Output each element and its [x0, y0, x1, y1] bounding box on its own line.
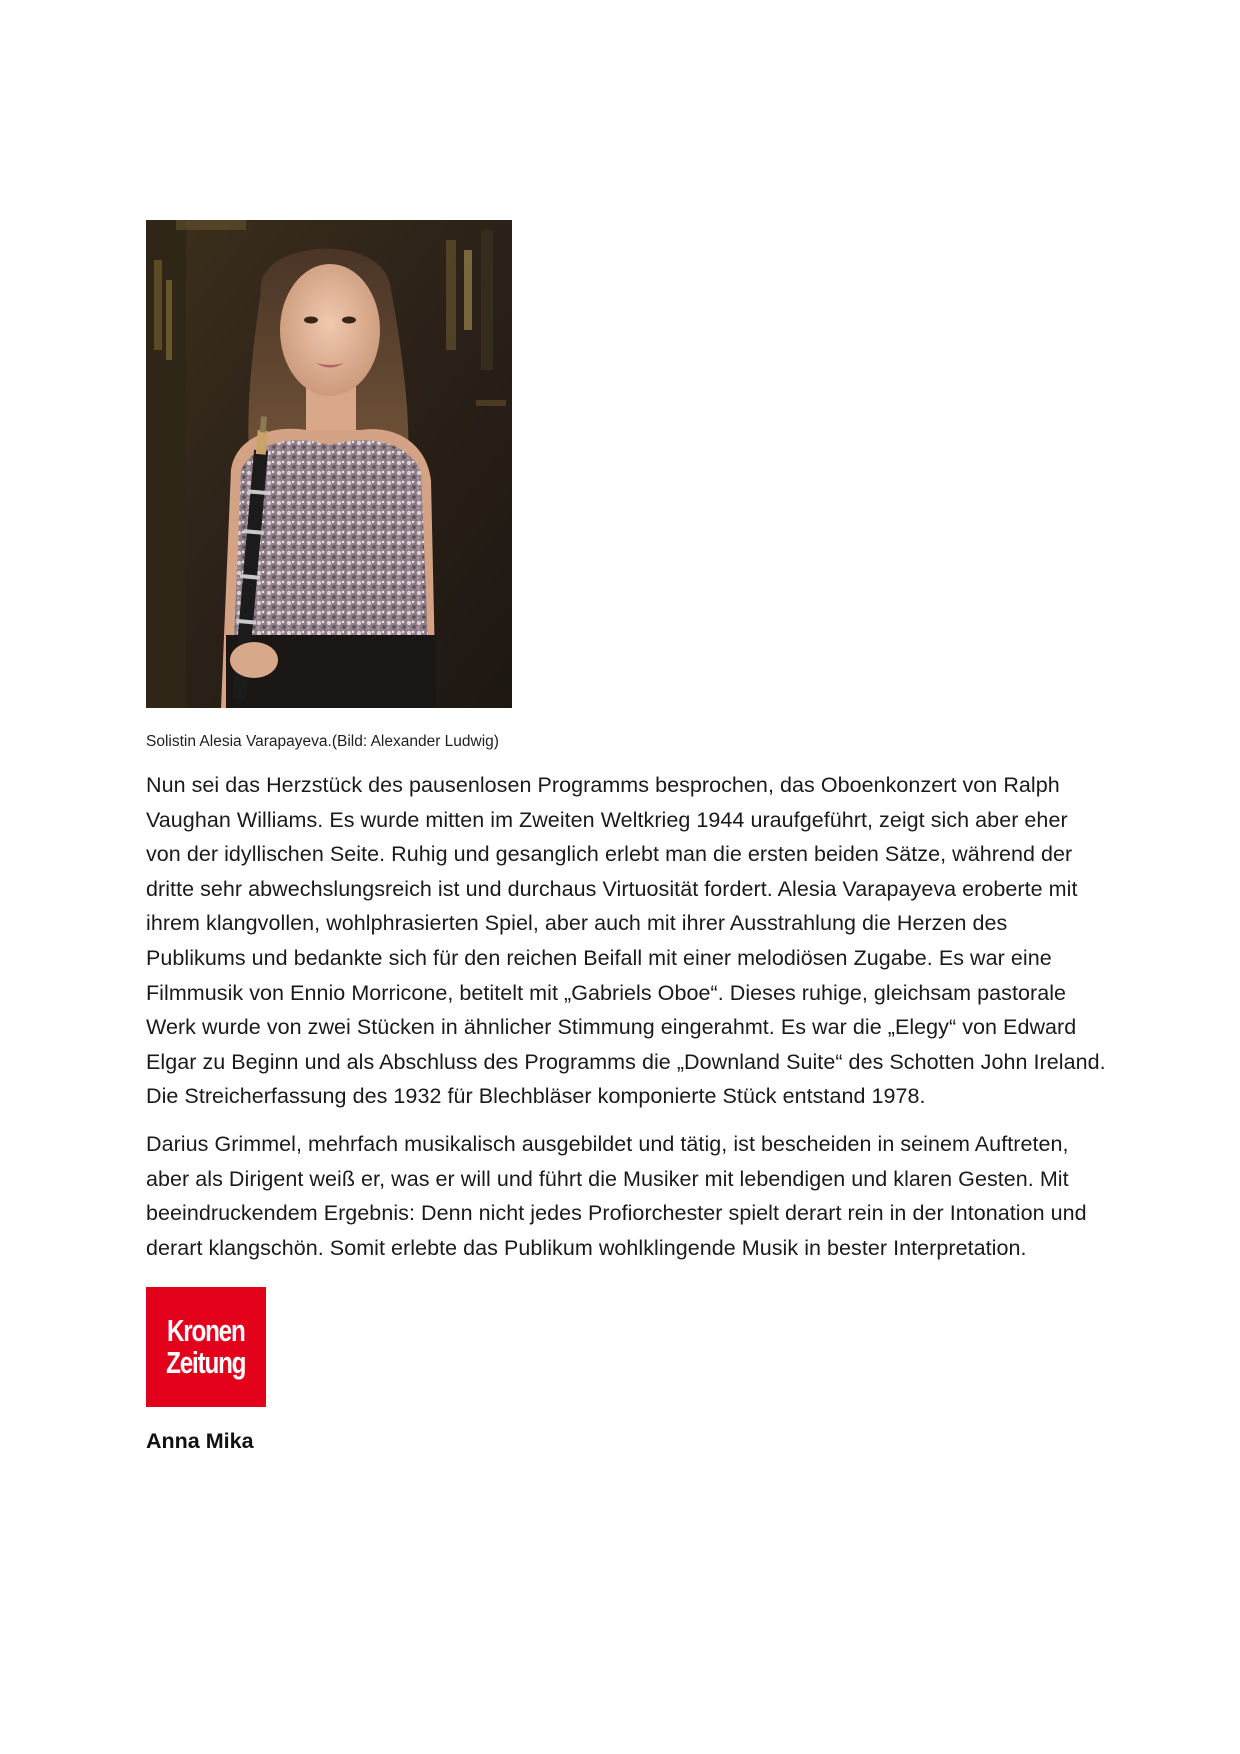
- article: [146, 220, 1106, 1454]
- logo-line-1: Kronen: [167, 1313, 245, 1349]
- article-paragraph: Darius Grimmel, mehrfach musikalisch ausgebildet und tätig, ist bescheiden in seinem Auftreten, aber als Dirigent weiß er, was er will und führt die Musiker mit lebendigen und klaren Gesten. Mit beeindruckendem Ergebnis: Denn nicht jedes Profiorchester spielt derart rein in der Intonation und derart klangschön. Somit erlebte das Publikum wohlklingende Musik in bester Interpretation.: [146, 1131, 1087, 1260]
- author-name: Anna Mika: [146, 1429, 254, 1454]
- photo-caption: Solistin Alesia Varapayeva.(Bild: Alexander Ludwig): [146, 733, 499, 750]
- kronen-zeitung-logo: [146, 1287, 266, 1407]
- article-photo: [146, 220, 512, 708]
- article-paragraph: Nun sei das Herzstück des pausenlosen Programms besprochen, das Oboenkonzert von Ralph Vaughan Williams. Es wurde mitten im Zweiten Weltkrieg 1944 uraufgeführt, zeigt sich aber eher von der idyllischen Seite. Ruhig und gesanglich erlebt man die ersten beiden Sätze, während der dritte sehr abwechslungsreich ist und durchaus Virtuosität fordert. Alesia Varapayeva eroberte mit ihrem klangvollen, wohlphrasierten Spiel, aber auch mit ihrer Ausstrahlung die Herzen des Publikums und bedankte sich für den reichen Beifall mit einer melodiösen Zugabe. Es war eine Filmmusik von Ennio Morricone, betitelt mit „Gabriels Oboe“. Dieses ruhige, gleichsam pastorale Werk wurde von zwei Stücken in ähnlicher Stimmung eingerahmt. Es war die „Elegy“ von Edward Elgar zu Beginn und als Abschluss des Programms die „Downland Suite“ des Schotten John Ireland. Die Streicherfassung des 1932 für Blechbläser komponierte Stück entstand 1978.: [146, 773, 1106, 1109]
- logo-line-2: Zeitung: [166, 1345, 246, 1381]
